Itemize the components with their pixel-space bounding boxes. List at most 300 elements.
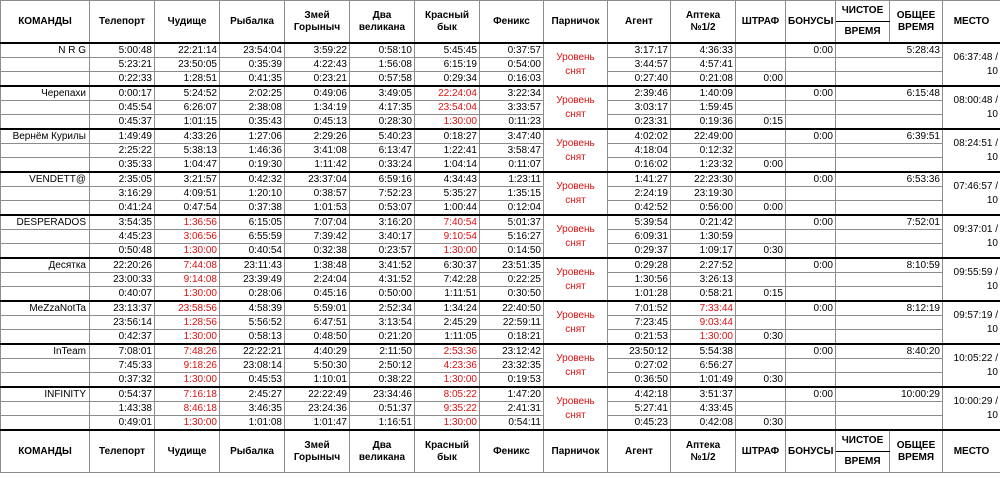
time-cell: 1:23:11 (480, 172, 544, 187)
table-row (1, 287, 1000, 302)
bonus-cell (786, 330, 836, 345)
time-cell: 5:00:48 (90, 43, 155, 58)
column-header: КОМАНДЫ (1, 1, 90, 44)
time-cell: 23:51:35 (480, 258, 544, 273)
column-header: Аптека №1/2 (671, 430, 736, 473)
team-name-cell: MeZzaNotTa (1, 301, 90, 316)
time-cell: 8:05:22 (415, 387, 480, 402)
fine-cell (736, 215, 786, 230)
time-cell: 2:52:34 (350, 301, 415, 316)
table-row (1, 215, 1000, 230)
time-cell: 0:18:27 (415, 129, 480, 144)
column-header-time: ВРЕМЯ (836, 22, 890, 44)
fine-cell (736, 101, 786, 115)
time-cell: 22:49:00 (671, 129, 736, 144)
time-cell: 23:32:35 (480, 359, 544, 373)
time-cell: 1:40:09 (671, 86, 736, 101)
time-cell: 1:46:36 (220, 144, 285, 158)
level-removed-cell: Уровень снят (544, 301, 608, 344)
clean-time-cell (836, 273, 943, 287)
fine-cell (736, 230, 786, 244)
clean-time-cell: 8:40:20 (836, 344, 943, 359)
time-cell: 2:25:22 (90, 144, 155, 158)
time-cell: 2:45:27 (220, 387, 285, 402)
time-cell: 1:30:00 (155, 416, 220, 431)
bonus-cell (786, 316, 836, 330)
time-cell: 3:47:40 (480, 129, 544, 144)
table-row (1, 273, 1000, 287)
time-cell: 0:35:43 (220, 115, 285, 130)
team-name-cell: DESPERADOS (1, 215, 90, 230)
clean-time-cell: 6:39:51 (836, 129, 943, 144)
time-cell: 7:42:28 (415, 273, 480, 287)
time-cell: 0:27:40 (608, 72, 671, 87)
time-cell: 23:13:37 (90, 301, 155, 316)
fine-cell (736, 359, 786, 373)
total-time-cell: 10:00:29 / 10 (943, 387, 1000, 430)
time-cell: 0:19:53 (480, 373, 544, 388)
time-cell: 3:17:17 (608, 43, 671, 58)
clean-time-cell (836, 416, 943, 431)
team-name-cell (1, 115, 90, 130)
time-cell: 5:59:01 (285, 301, 350, 316)
time-cell: 6:55:59 (220, 230, 285, 244)
team-name-cell (1, 158, 90, 173)
time-cell: 0:19:36 (671, 115, 736, 130)
table-row (1, 387, 1000, 402)
time-cell: 0:54:11 (480, 416, 544, 431)
time-cell: 22:23:30 (671, 172, 736, 187)
table-row (1, 230, 1000, 244)
time-cell: 3:58:47 (480, 144, 544, 158)
time-cell: 0:37:57 (480, 43, 544, 58)
time-cell: 0:35:33 (90, 158, 155, 173)
time-cell: 1:00:44 (415, 201, 480, 216)
team-name-cell: VENDETT@ (1, 172, 90, 187)
total-time-cell: 09:57:19 / 10 (943, 301, 1000, 344)
team-name-cell (1, 402, 90, 416)
column-header: Красный бык (415, 430, 480, 473)
bonus-cell (786, 187, 836, 201)
bonus-cell (786, 416, 836, 431)
time-cell: 2:39:46 (608, 86, 671, 101)
time-cell: 3:13:54 (350, 316, 415, 330)
time-cell: 3:21:57 (155, 172, 220, 187)
level-removed-cell: Уровень снят (544, 258, 608, 301)
column-header: Парничок (544, 1, 608, 44)
time-cell: 0:00:17 (90, 86, 155, 101)
clean-time-cell: 6:53:36 (836, 172, 943, 187)
time-cell: 5:56:52 (220, 316, 285, 330)
time-cell: 3:16:20 (350, 215, 415, 230)
time-cell: 3:49:05 (350, 86, 415, 101)
time-cell: 0:23:21 (285, 72, 350, 87)
fine-cell (736, 301, 786, 316)
time-cell: 2:38:08 (220, 101, 285, 115)
column-header: Телепорт (90, 1, 155, 44)
time-cell: 4:33:45 (671, 402, 736, 416)
bonus-cell: 0:00 (786, 129, 836, 144)
time-cell: 6:30:37 (415, 258, 480, 273)
clean-time-cell (836, 402, 943, 416)
time-cell: 5:35:27 (415, 187, 480, 201)
table-row (1, 158, 1000, 173)
time-cell: 0:32:38 (285, 244, 350, 259)
time-cell: 6:09:31 (608, 230, 671, 244)
time-cell: 4:33:26 (155, 129, 220, 144)
time-cell: 0:14:50 (480, 244, 544, 259)
time-cell: 0:22:33 (90, 72, 155, 87)
time-cell: 0:45:54 (90, 101, 155, 115)
time-cell: 1:30:00 (415, 373, 480, 388)
time-cell: 4:17:35 (350, 101, 415, 115)
time-cell: 7:01:52 (608, 301, 671, 316)
team-name-cell: Десятка (1, 258, 90, 273)
time-cell: 0:53:07 (350, 201, 415, 216)
time-cell: 2:35:05 (90, 172, 155, 187)
table-row (1, 359, 1000, 373)
time-cell: 6:15:05 (220, 215, 285, 230)
column-header: Рыбалка (220, 1, 285, 44)
time-cell: 5:01:37 (480, 215, 544, 230)
time-cell: 7:08:01 (90, 344, 155, 359)
column-header: БОНУСЫ (786, 430, 836, 473)
time-cell: 0:47:54 (155, 201, 220, 216)
time-cell: 1:30:00 (415, 416, 480, 431)
table-row (1, 244, 1000, 259)
time-cell: 4:36:33 (671, 43, 736, 58)
clean-time-cell: 7:52:01 (836, 215, 943, 230)
time-cell: 1:22:41 (415, 144, 480, 158)
team-name-cell (1, 316, 90, 330)
fine-cell: 0:00 (736, 72, 786, 87)
time-cell: 4:45:23 (90, 230, 155, 244)
clean-time-cell: 5:28:43 (836, 43, 943, 58)
table-row (1, 402, 1000, 416)
table-row (1, 258, 1000, 273)
bonus-cell (786, 359, 836, 373)
team-name-cell (1, 287, 90, 302)
time-cell: 3:54:35 (90, 215, 155, 230)
time-cell: 1:34:24 (415, 301, 480, 316)
time-cell: 0:40:54 (220, 244, 285, 259)
time-cell: 1:30:00 (415, 244, 480, 259)
table-row (1, 101, 1000, 115)
column-header-time: ВРЕМЯ (836, 452, 890, 473)
time-cell: 6:59:16 (350, 172, 415, 187)
time-cell: 23:34:46 (350, 387, 415, 402)
time-cell: 2:24:04 (285, 273, 350, 287)
table-row (1, 301, 1000, 316)
time-cell: 2:50:12 (350, 359, 415, 373)
time-cell: 9:35:22 (415, 402, 480, 416)
time-cell: 23:54:04 (220, 43, 285, 58)
time-cell: 5:24:52 (155, 86, 220, 101)
table-row (1, 416, 1000, 431)
time-cell: 6:56:27 (671, 359, 736, 373)
time-cell: 0:45:37 (90, 115, 155, 130)
time-cell: 1:10:01 (285, 373, 350, 388)
time-cell: 7:45:33 (90, 359, 155, 373)
team-name-cell (1, 72, 90, 87)
time-cell: 0:48:50 (285, 330, 350, 345)
column-header: Парничок (544, 430, 608, 473)
column-header: Змей Горыныч (285, 430, 350, 473)
time-cell: 0:51:37 (350, 402, 415, 416)
fine-cell (736, 402, 786, 416)
column-header: ШТРАФ (736, 430, 786, 473)
clean-time-cell (836, 330, 943, 345)
time-cell: 3:06:56 (155, 230, 220, 244)
time-cell: 1:36:56 (155, 215, 220, 230)
table-row (1, 172, 1000, 187)
time-cell: 1:47:20 (480, 387, 544, 402)
fine-cell: 0:30 (736, 330, 786, 345)
bonus-cell (786, 101, 836, 115)
time-cell: 4:57:41 (671, 58, 736, 72)
column-header-clean: ЧИСТОЕ (836, 1, 890, 22)
time-cell: 0:58:13 (220, 330, 285, 345)
time-cell: 0:42:32 (220, 172, 285, 187)
table-row (1, 115, 1000, 130)
time-cell: 0:21:08 (671, 72, 736, 87)
time-cell: 0:58:21 (671, 287, 736, 302)
time-cell: 22:59:11 (480, 316, 544, 330)
time-cell: 23:58:56 (155, 301, 220, 316)
fine-cell (736, 187, 786, 201)
team-name-cell (1, 144, 90, 158)
time-cell: 0:23:57 (350, 244, 415, 259)
time-cell: 1:30:00 (155, 330, 220, 345)
total-time-cell: 08:00:48 / 10 (943, 86, 1000, 129)
clean-time-cell (836, 373, 943, 388)
table-row (1, 129, 1000, 144)
column-header-clean: ЧИСТОЕ (836, 430, 890, 452)
time-cell: 1:23:32 (671, 158, 736, 173)
time-cell: 3:26:13 (671, 273, 736, 287)
table-row (1, 72, 1000, 87)
time-cell: 5:50:30 (285, 359, 350, 373)
total-time-cell: 06:37:48 / 10 (943, 43, 1000, 86)
fine-cell: 0:15 (736, 115, 786, 130)
clean-time-cell (836, 158, 943, 173)
table-row (1, 316, 1000, 330)
time-cell: 3:33:57 (480, 101, 544, 115)
time-cell: 1:27:06 (220, 129, 285, 144)
column-header: Два великана (350, 1, 415, 44)
time-cell: 23:00:33 (90, 273, 155, 287)
clean-time-cell: 6:15:48 (836, 86, 943, 101)
time-cell: 4:23:36 (415, 359, 480, 373)
time-cell: 0:23:31 (608, 115, 671, 130)
time-cell: 0:41:35 (220, 72, 285, 87)
time-cell: 1:09:17 (671, 244, 736, 259)
clean-time-cell (836, 58, 943, 72)
time-cell: 0:49:06 (285, 86, 350, 101)
level-removed-cell: Уровень снят (544, 86, 608, 129)
time-cell: 1:01:49 (671, 373, 736, 388)
time-cell: 1:38:48 (285, 258, 350, 273)
clean-time-cell: 10:00:29 (836, 387, 943, 402)
level-removed-cell: Уровень снят (544, 43, 608, 86)
column-header: БОНУСЫ (786, 1, 836, 44)
table-row (1, 201, 1000, 216)
bonus-cell (786, 244, 836, 259)
bonus-cell (786, 230, 836, 244)
column-header-place: МЕСТО (943, 1, 1000, 44)
time-cell: 23:56:14 (90, 316, 155, 330)
time-cell: 1:30:00 (155, 287, 220, 302)
time-cell: 0:21:53 (608, 330, 671, 345)
time-cell: 0:22:25 (480, 273, 544, 287)
time-cell: 23:39:49 (220, 273, 285, 287)
clean-time-cell (836, 201, 943, 216)
time-cell: 3:46:35 (220, 402, 285, 416)
table-row (1, 373, 1000, 388)
time-cell: 1:30:00 (415, 115, 480, 130)
time-cell: 0:37:32 (90, 373, 155, 388)
time-cell: 0:19:30 (220, 158, 285, 173)
time-cell: 2:27:52 (671, 258, 736, 273)
column-header: Агент (608, 430, 671, 473)
column-header: Красный бык (415, 1, 480, 44)
fine-cell: 0:30 (736, 373, 786, 388)
time-cell: 7:52:23 (350, 187, 415, 201)
time-cell: 23:12:42 (480, 344, 544, 359)
team-name-cell: InTeam (1, 344, 90, 359)
column-header-place: МЕСТО (943, 430, 1000, 473)
fine-cell (736, 129, 786, 144)
team-name-cell: N R G (1, 43, 90, 58)
time-cell: 4:09:51 (155, 187, 220, 201)
time-cell: 8:46:18 (155, 402, 220, 416)
time-cell: 0:18:21 (480, 330, 544, 345)
time-cell: 23:24:36 (285, 402, 350, 416)
time-cell: 0:54:37 (90, 387, 155, 402)
time-cell: 0:38:22 (350, 373, 415, 388)
time-cell: 23:11:43 (220, 258, 285, 273)
bonus-cell: 0:00 (786, 301, 836, 316)
total-time-cell: 09:37:01 / 10 (943, 215, 1000, 258)
time-cell: 4:34:43 (415, 172, 480, 187)
time-cell: 0:37:38 (220, 201, 285, 216)
time-cell: 0:16:03 (480, 72, 544, 87)
time-cell: 4:02:02 (608, 129, 671, 144)
fine-cell (736, 58, 786, 72)
time-cell: 23:37:04 (285, 172, 350, 187)
level-removed-cell: Уровень снят (544, 215, 608, 258)
team-name-cell (1, 101, 90, 115)
team-name-cell (1, 230, 90, 244)
time-cell: 0:35:39 (220, 58, 285, 72)
column-header: Рыбалка (220, 430, 285, 473)
bonus-cell (786, 373, 836, 388)
bonus-cell: 0:00 (786, 215, 836, 230)
time-cell: 1:11:05 (415, 330, 480, 345)
fine-cell: 0:15 (736, 287, 786, 302)
time-cell: 9:18:26 (155, 359, 220, 373)
bonus-cell (786, 201, 836, 216)
time-cell: 0:54:00 (480, 58, 544, 72)
column-header: Чудище (155, 1, 220, 44)
time-cell: 0:12:32 (671, 144, 736, 158)
column-header: Чудище (155, 430, 220, 473)
team-name-cell: Вернём Курилы (1, 129, 90, 144)
time-cell: 0:36:50 (608, 373, 671, 388)
team-name-cell (1, 373, 90, 388)
fine-cell (736, 144, 786, 158)
fine-cell: 0:00 (736, 201, 786, 216)
fine-cell (736, 86, 786, 101)
time-cell: 1:30:00 (155, 373, 220, 388)
time-cell: 1:04:14 (415, 158, 480, 173)
column-header: Феникс (480, 430, 544, 473)
time-cell: 7:39:42 (285, 230, 350, 244)
time-cell: 7:44:08 (155, 258, 220, 273)
time-cell: 0:12:04 (480, 201, 544, 216)
time-cell: 3:59:22 (285, 43, 350, 58)
time-cell: 0:41:24 (90, 201, 155, 216)
time-cell: 1:59:45 (671, 101, 736, 115)
table-row (1, 344, 1000, 359)
team-name-cell (1, 330, 90, 345)
time-cell: 0:45:13 (285, 115, 350, 130)
time-cell: 1:30:59 (671, 230, 736, 244)
time-cell: 1:30:56 (608, 273, 671, 287)
clean-time-cell (836, 72, 943, 87)
clean-time-cell (836, 359, 943, 373)
time-cell: 2:45:29 (415, 316, 480, 330)
time-cell: 0:58:10 (350, 43, 415, 58)
time-cell: 2:02:25 (220, 86, 285, 101)
time-cell: 6:26:07 (155, 101, 220, 115)
table-row (1, 43, 1000, 58)
time-cell: 0:29:28 (608, 258, 671, 273)
clean-time-cell (836, 230, 943, 244)
column-header: Змей Горыныч (285, 1, 350, 44)
time-cell: 9:14:08 (155, 273, 220, 287)
time-cell: 0:42:08 (671, 416, 736, 431)
time-cell: 22:24:04 (415, 86, 480, 101)
column-header: Два великана (350, 430, 415, 473)
column-header: Телепорт (90, 430, 155, 473)
total-time-cell: 10:05:22 / 10 (943, 344, 1000, 387)
time-cell: 2:24:19 (608, 187, 671, 201)
time-cell: 1:30:00 (155, 244, 220, 259)
clean-time-cell (836, 144, 943, 158)
time-cell: 9:03:44 (671, 316, 736, 330)
time-cell: 23:19:30 (671, 187, 736, 201)
time-cell: 1:04:47 (155, 158, 220, 173)
team-name-cell: INFINITY (1, 387, 90, 402)
time-cell: 5:39:54 (608, 215, 671, 230)
time-cell: 4:42:18 (608, 387, 671, 402)
time-cell: 0:45:53 (220, 373, 285, 388)
time-cell: 5:38:13 (155, 144, 220, 158)
time-cell: 1:01:53 (285, 201, 350, 216)
time-cell: 1:28:56 (155, 316, 220, 330)
time-cell: 22:20:26 (90, 258, 155, 273)
fine-cell: 0:30 (736, 244, 786, 259)
bonus-cell (786, 115, 836, 130)
clean-time-cell (836, 244, 943, 259)
time-cell: 23:50:05 (155, 58, 220, 72)
fine-cell: 0:30 (736, 416, 786, 431)
column-header: ШТРАФ (736, 1, 786, 44)
time-cell: 22:21:14 (155, 43, 220, 58)
time-cell: 7:07:04 (285, 215, 350, 230)
bonus-cell: 0:00 (786, 86, 836, 101)
